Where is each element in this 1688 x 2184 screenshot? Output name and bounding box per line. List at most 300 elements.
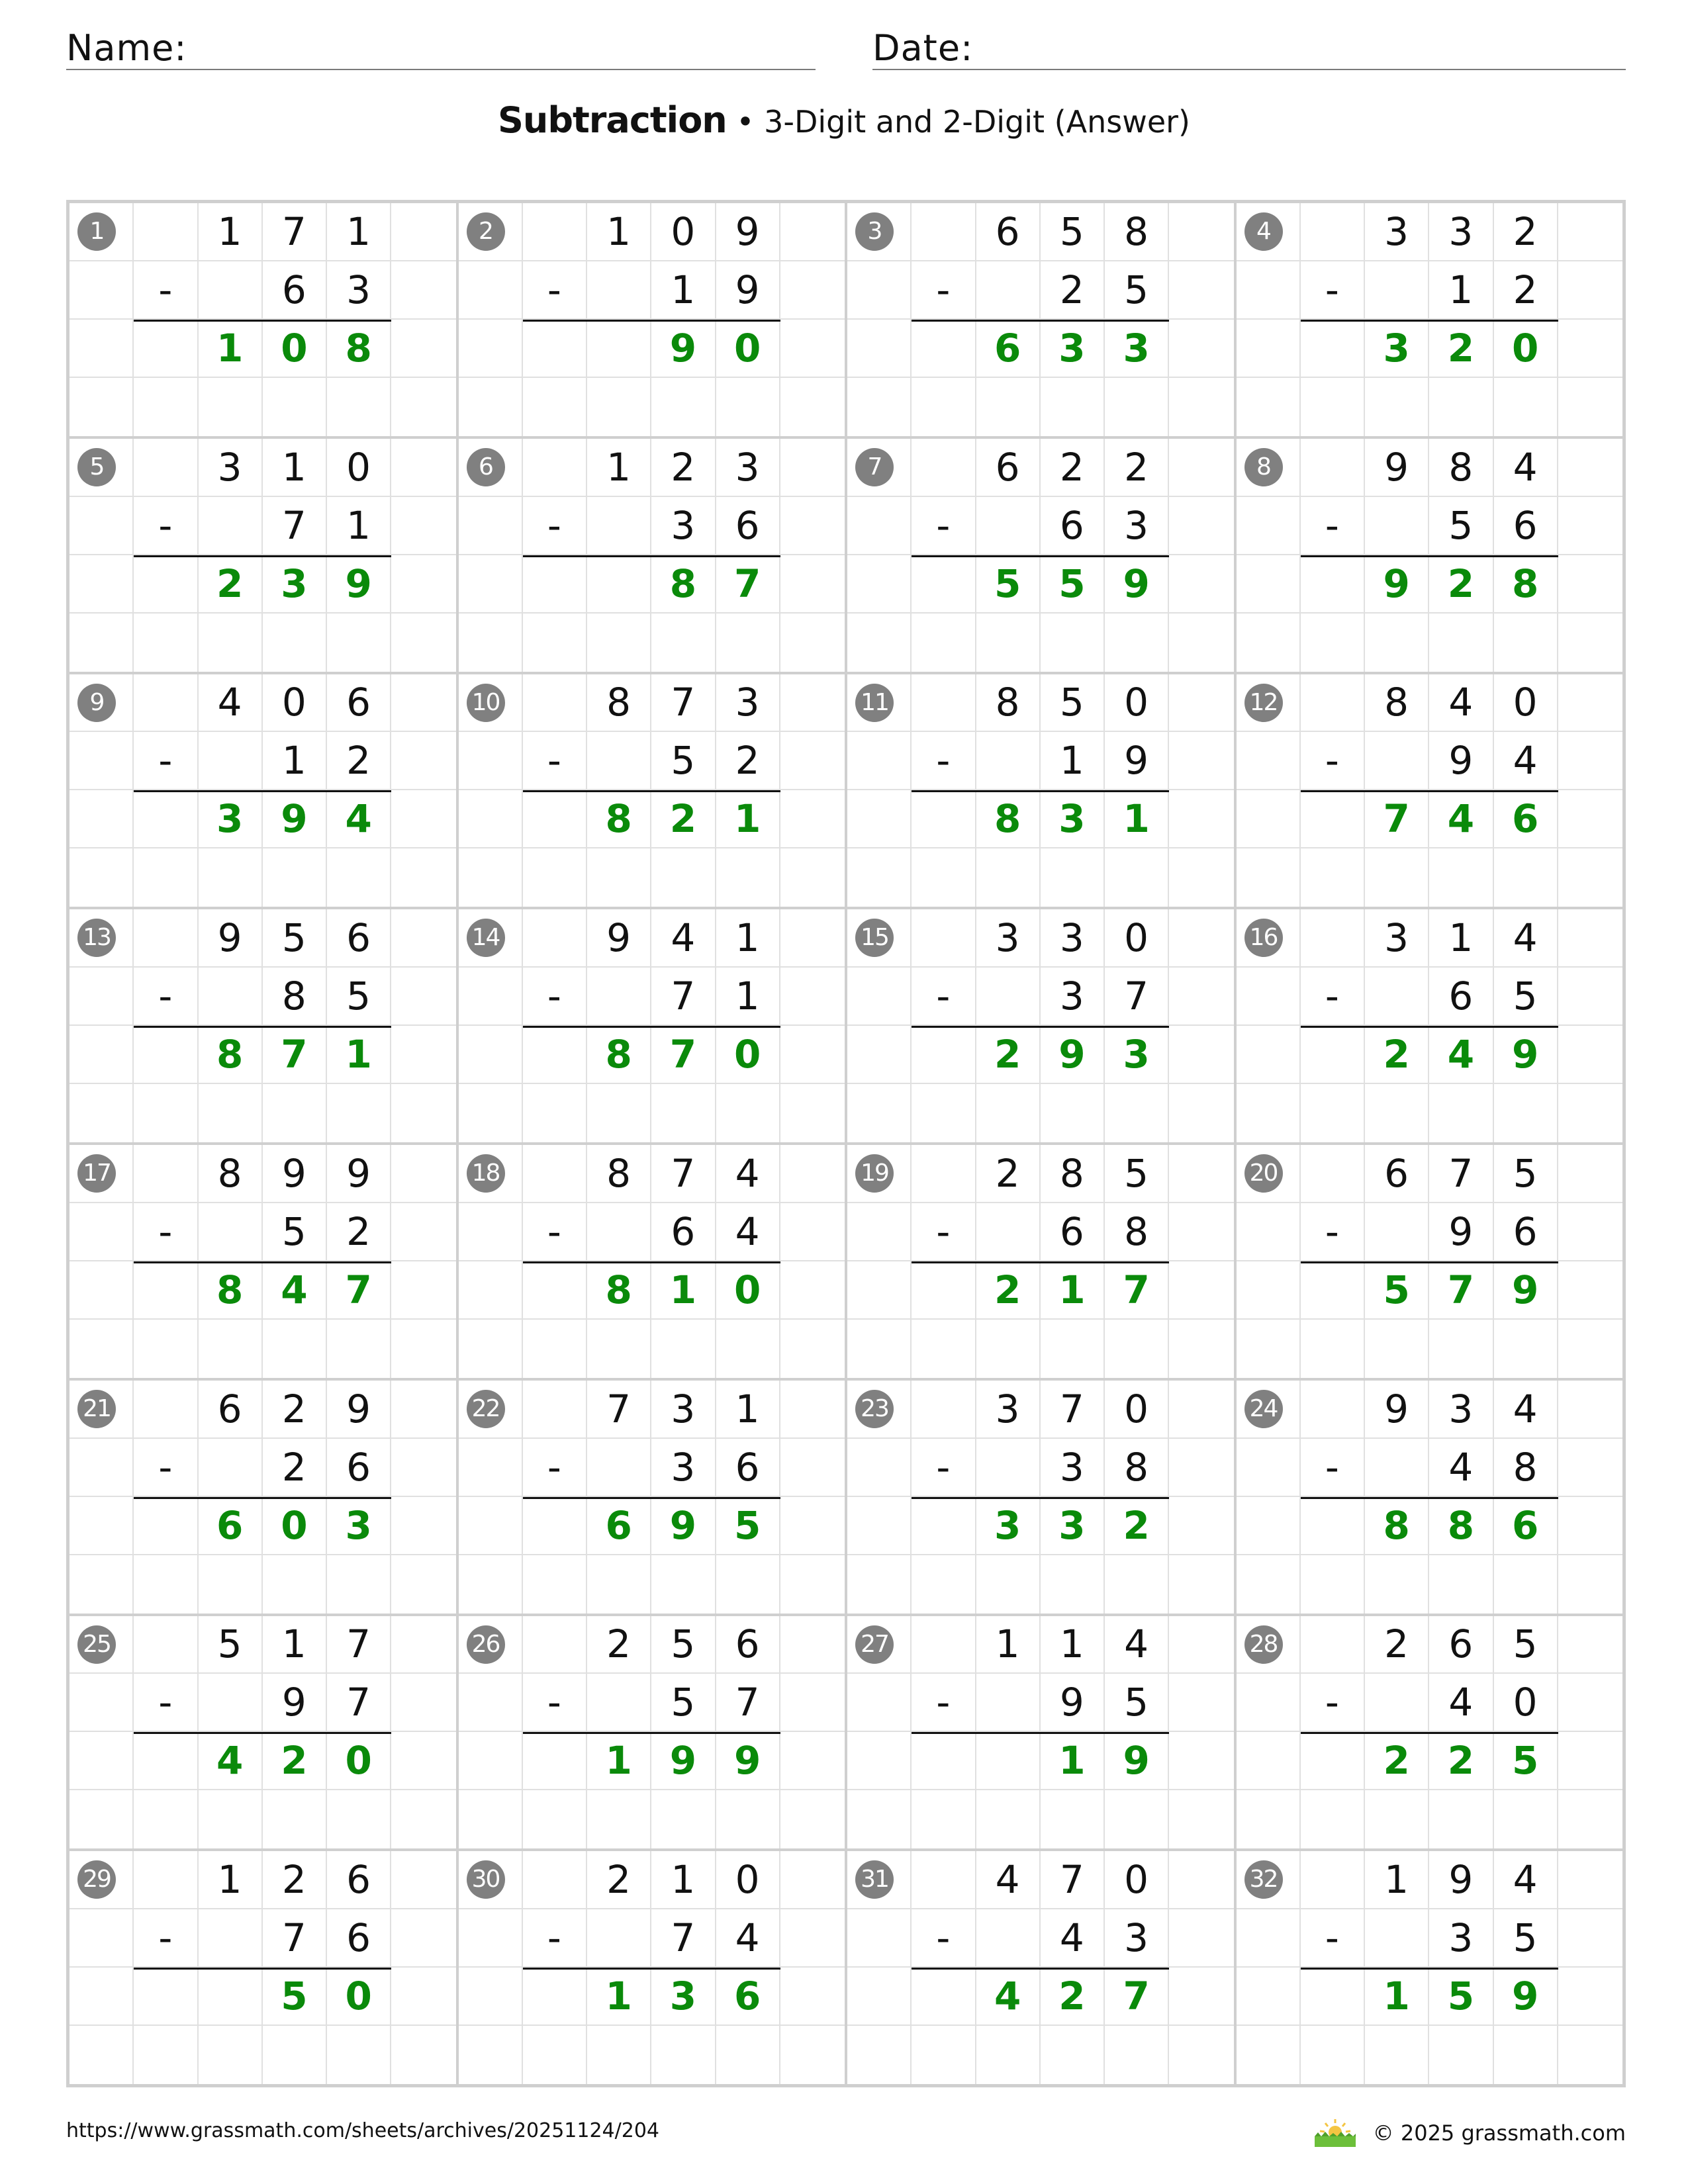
grid-cell — [780, 261, 845, 320]
grid-cell — [1365, 497, 1429, 555]
grid-cell — [1494, 1790, 1558, 1848]
problem-number-badge: 32 — [1244, 1860, 1283, 1899]
grid-cell — [847, 1203, 912, 1261]
grid-cell — [1365, 848, 1429, 907]
grid-cell — [912, 1732, 976, 1790]
grid-cell — [523, 378, 587, 436]
grid-cell — [70, 555, 134, 614]
grid-cell — [1494, 1084, 1558, 1142]
answer-digit: 1 — [199, 320, 263, 378]
grid-cell — [587, 1439, 651, 1497]
grid-cell — [1301, 1616, 1365, 1674]
problem-21 — [68, 1379, 457, 1615]
problem-4 — [1235, 202, 1624, 437]
minuend-digit: 6 — [327, 909, 391, 968]
grid-cell — [1558, 203, 1622, 261]
grid-cell — [1558, 790, 1622, 848]
problem-25 — [68, 1615, 457, 1850]
problem-9 — [68, 673, 457, 909]
subtrahend-digit: 7 — [1105, 968, 1169, 1026]
grid-cell — [391, 968, 455, 1026]
grid-cell — [523, 1084, 587, 1142]
grid-cell — [976, 1555, 1041, 1614]
grid-cell — [1169, 1203, 1233, 1261]
subtrahend-digit: 8 — [1105, 1203, 1169, 1261]
grid-cell — [976, 1203, 1041, 1261]
answer-digit: 5 — [716, 1497, 780, 1555]
subtrahend-digit: 5 — [1494, 1909, 1558, 1968]
minuend-digit: 4 — [976, 1851, 1041, 1909]
minus-sign: - — [523, 732, 587, 790]
grid-cell — [780, 848, 845, 907]
grid-cell — [1301, 1261, 1365, 1320]
answer-digit: 3 — [1041, 1497, 1105, 1555]
minuend-digit: 9 — [716, 203, 780, 261]
problem-5 — [68, 437, 457, 673]
subtrahend-digit: 5 — [1105, 1674, 1169, 1732]
answer-digit: 2 — [1429, 555, 1493, 614]
subtrahend-digit: 1 — [651, 261, 716, 320]
grid-cell — [912, 320, 976, 378]
grid-cell — [1429, 1084, 1493, 1142]
grid-cell — [391, 203, 455, 261]
grid-cell — [459, 320, 523, 378]
grid-cell — [912, 1320, 976, 1378]
grid-cell — [1237, 1968, 1301, 2026]
minuend-digit: 9 — [263, 1145, 327, 1203]
grid-cell — [1169, 848, 1233, 907]
subtrahend-digit: 8 — [1494, 1439, 1558, 1497]
subtrahend-digit: 3 — [1105, 1909, 1169, 1968]
grid-cell — [523, 439, 587, 497]
grid-cell — [459, 2026, 523, 2084]
answer-digit: 0 — [1494, 320, 1558, 378]
problem-13 — [68, 908, 457, 1144]
minuend-digit: 6 — [1365, 1145, 1429, 1203]
subtrahend-digit: 9 — [716, 261, 780, 320]
answer-digit: 1 — [327, 1026, 391, 1084]
answer-rule-line — [1301, 1968, 1558, 1970]
problem-28 — [1235, 1615, 1624, 1850]
grid-cell — [780, 497, 845, 555]
subtrahend-digit: 9 — [1105, 732, 1169, 790]
subtrahend-digit: 4 — [1494, 732, 1558, 790]
grid-cell — [459, 261, 523, 320]
footer-copyright: © 2025 grassmath.com — [1372, 2120, 1626, 2146]
grid-cell — [716, 378, 780, 436]
grid-cell — [1429, 848, 1493, 907]
grid-cell — [912, 1555, 976, 1614]
title-subtitle: • 3-Digit and 2-Digit (Answer) — [726, 104, 1190, 140]
grid-cell — [1169, 1084, 1233, 1142]
grid-cell — [134, 1084, 198, 1142]
subtrahend-digit: 1 — [263, 732, 327, 790]
grid-cell — [1558, 1439, 1622, 1497]
grid-cell — [134, 1261, 198, 1320]
answer-rule-line — [1301, 1497, 1558, 1499]
grid-cell — [976, 614, 1041, 672]
minuend-digit: 8 — [199, 1145, 263, 1203]
answer-rule-line — [912, 790, 1169, 792]
grid-cell — [1558, 732, 1622, 790]
grid-cell — [70, 2026, 134, 2084]
grid-cell — [912, 1497, 976, 1555]
answer-digit: 6 — [716, 1968, 780, 2026]
grid-cell — [1301, 1145, 1365, 1203]
grid-cell — [912, 203, 976, 261]
answer-digit: 6 — [1494, 790, 1558, 848]
answer-digit: 8 — [199, 1261, 263, 1320]
grid-cell — [199, 1555, 263, 1614]
minuend-digit: 6 — [1429, 1616, 1493, 1674]
grid-cell — [134, 1851, 198, 1909]
minus-sign: - — [1301, 1203, 1365, 1261]
grid-cell — [780, 1674, 845, 1732]
grid-cell — [912, 2026, 976, 2084]
grid-cell — [780, 790, 845, 848]
grid-cell — [780, 1084, 845, 1142]
answer-digit: 9 — [651, 320, 716, 378]
minuend-digit: 1 — [199, 1851, 263, 1909]
problem-number-badge: 25 — [77, 1625, 116, 1664]
grid-cell — [70, 1203, 134, 1261]
grid-cell — [459, 968, 523, 1026]
minuend-digit: 2 — [1105, 439, 1169, 497]
grid-cell — [1237, 2026, 1301, 2084]
problem-number-badge: 31 — [855, 1860, 894, 1899]
answer-digit: 9 — [1494, 1968, 1558, 2026]
grid-cell — [327, 1555, 391, 1614]
problem-number-badge: 14 — [467, 919, 505, 957]
minuend-digit: 4 — [1494, 909, 1558, 968]
grid-cell — [1558, 1851, 1622, 1909]
minuend-digit: 2 — [1365, 1616, 1429, 1674]
minus-sign: - — [523, 1909, 587, 1968]
grid-cell — [1365, 1320, 1429, 1378]
answer-digit: 8 — [327, 320, 391, 378]
minuend-digit: 3 — [716, 439, 780, 497]
minuend-digit: 6 — [976, 439, 1041, 497]
grid-cell — [327, 2026, 391, 2084]
grid-cell — [1429, 1790, 1493, 1848]
grid-cell — [1365, 261, 1429, 320]
grid-cell — [199, 1790, 263, 1848]
grid-cell — [134, 1555, 198, 1614]
minuend-digit: 9 — [587, 909, 651, 968]
date-field[interactable] — [872, 20, 1626, 70]
grid-cell — [1301, 203, 1365, 261]
answer-digit: 2 — [199, 555, 263, 614]
grid-cell — [912, 1381, 976, 1439]
subtrahend-digit: 7 — [716, 1674, 780, 1732]
grid-cell — [912, 1851, 976, 1909]
answer-rule-line — [912, 320, 1169, 322]
grid-cell — [1169, 909, 1233, 968]
answer-digit: 1 — [1105, 790, 1169, 848]
minuend-digit: 1 — [587, 203, 651, 261]
grid-cell — [1301, 614, 1365, 672]
grid-cell — [391, 1674, 455, 1732]
grid-cell — [1558, 1026, 1622, 1084]
answer-digit: 2 — [651, 790, 716, 848]
minuend-digit: 0 — [1105, 1851, 1169, 1909]
problem-number-badge: 27 — [855, 1625, 894, 1664]
grid-cell — [847, 1909, 912, 1968]
minuend-digit: 2 — [1041, 439, 1105, 497]
subtrahend-digit: 3 — [651, 1439, 716, 1497]
grid-cell — [327, 1320, 391, 1378]
subtrahend-digit: 6 — [1041, 1203, 1105, 1261]
grid-cell — [780, 674, 845, 733]
minuend-digit: 1 — [327, 203, 391, 261]
grid-cell — [1365, 968, 1429, 1026]
answer-digit — [587, 320, 651, 378]
grid-cell — [459, 1497, 523, 1555]
grid-cell — [134, 1790, 198, 1848]
grid-cell — [780, 1851, 845, 1909]
answer-rule-line — [134, 555, 391, 557]
grid-cell — [263, 1790, 327, 1848]
answer-digit: 3 — [976, 1497, 1041, 1555]
problem-12 — [1235, 673, 1624, 909]
grid-cell — [199, 1439, 263, 1497]
minus-sign: - — [134, 1909, 198, 1968]
grid-cell — [199, 2026, 263, 2084]
answer-digit: 8 — [651, 555, 716, 614]
grid-cell — [70, 968, 134, 1026]
grid-cell — [459, 1026, 523, 1084]
grid-cell — [912, 1084, 976, 1142]
grid-cell — [587, 497, 651, 555]
problem-19 — [846, 1144, 1235, 1379]
grid-cell — [976, 1084, 1041, 1142]
answer-digit: 2 — [1365, 1732, 1429, 1790]
minuend-digit: 5 — [1041, 203, 1105, 261]
minuend-digit: 9 — [327, 1145, 391, 1203]
answer-digit: 5 — [1494, 1732, 1558, 1790]
grid-cell — [134, 790, 198, 848]
minus-sign: - — [523, 1439, 587, 1497]
grid-cell — [391, 674, 455, 733]
subtrahend-digit: 6 — [1429, 968, 1493, 1026]
minus-sign: - — [134, 732, 198, 790]
minus-sign: - — [1301, 1674, 1365, 1732]
grid-cell — [70, 320, 134, 378]
subtrahend-digit: 0 — [1494, 1674, 1558, 1732]
grid-cell — [1237, 1261, 1301, 1320]
grid-cell — [391, 790, 455, 848]
grid-cell — [134, 1732, 198, 1790]
grid-cell — [912, 1790, 976, 1848]
grid-cell — [780, 1616, 845, 1674]
grid-cell — [847, 1497, 912, 1555]
grid-cell — [327, 614, 391, 672]
answer-digit: 8 — [587, 790, 651, 848]
minuend-digit: 4 — [199, 674, 263, 733]
grid-cell — [1169, 1497, 1233, 1555]
answer-rule-line — [523, 1968, 780, 1970]
problem-number-badge: 18 — [467, 1154, 505, 1193]
grid-cell — [523, 320, 587, 378]
grid-cell — [70, 614, 134, 672]
problem-number-badge: 20 — [1244, 1154, 1283, 1193]
grid-cell — [391, 614, 455, 672]
grid-cell — [847, 1261, 912, 1320]
grid-cell — [1365, 732, 1429, 790]
grid-cell — [1169, 1674, 1233, 1732]
answer-digit: 3 — [263, 555, 327, 614]
problem-number-badge: 3 — [855, 212, 894, 251]
grid-cell — [1169, 439, 1233, 497]
grid-cell — [912, 1616, 976, 1674]
answer-digit: 3 — [1041, 320, 1105, 378]
minuend-digit: 7 — [263, 203, 327, 261]
answer-rule-line — [1301, 320, 1558, 322]
answer-rule-line — [523, 790, 780, 792]
name-field[interactable] — [66, 20, 816, 70]
subtrahend-digit: 5 — [651, 1674, 716, 1732]
subtrahend-digit: 3 — [651, 497, 716, 555]
minuend-digit: 2 — [1494, 203, 1558, 261]
grid-cell — [976, 968, 1041, 1026]
grid-cell — [912, 674, 976, 733]
grid-cell — [263, 1084, 327, 1142]
minuend-digit: 7 — [1041, 1381, 1105, 1439]
grid-cell — [134, 614, 198, 672]
minuend-digit: 1 — [716, 1381, 780, 1439]
grid-cell — [523, 790, 587, 848]
grid-cell — [199, 1909, 263, 1968]
problem-number-badge: 28 — [1244, 1625, 1283, 1664]
minuend-digit: 4 — [1105, 1616, 1169, 1674]
grass-sun-logo-icon — [1312, 2118, 1358, 2148]
answer-digit — [976, 1732, 1041, 1790]
grid-cell — [199, 732, 263, 790]
grid-cell — [1169, 1320, 1233, 1378]
grid-cell — [1041, 1790, 1105, 1848]
grid-cell — [1237, 1026, 1301, 1084]
grid-cell — [1558, 2026, 1622, 2084]
grid-cell — [459, 848, 523, 907]
problem-32 — [1235, 1850, 1624, 2085]
grid-cell — [1301, 1084, 1365, 1142]
answer-digit: 6 — [587, 1497, 651, 1555]
grid-cell — [1558, 614, 1622, 672]
grid-cell — [134, 1026, 198, 1084]
answer-rule-line — [134, 1497, 391, 1499]
subtrahend-digit: 1 — [1041, 732, 1105, 790]
grid-cell — [1105, 1320, 1169, 1378]
subtrahend-digit: 7 — [651, 968, 716, 1026]
minus-sign: - — [523, 968, 587, 1026]
minuend-digit: 2 — [587, 1851, 651, 1909]
subtrahend-digit: 9 — [263, 1674, 327, 1732]
minuend-digit: 7 — [651, 1145, 716, 1203]
grid-cell — [199, 378, 263, 436]
grid-cell — [847, 1674, 912, 1732]
minuend-digit: 0 — [1105, 1381, 1169, 1439]
answer-rule-line — [134, 320, 391, 322]
grid-cell — [1237, 555, 1301, 614]
grid-cell — [459, 1909, 523, 1968]
problem-number-badge: 30 — [467, 1860, 505, 1899]
grid-cell — [1494, 1320, 1558, 1378]
grid-cell — [1105, 1555, 1169, 1614]
grid-cell — [1041, 1320, 1105, 1378]
grid-cell — [780, 1439, 845, 1497]
answer-digit: 1 — [587, 1732, 651, 1790]
minuend-digit: 3 — [1365, 909, 1429, 968]
grid-cell — [912, 1968, 976, 2026]
minuend-digit: 2 — [587, 1616, 651, 1674]
subtrahend-digit: 9 — [1041, 1674, 1105, 1732]
minus-sign: - — [1301, 497, 1365, 555]
minuend-digit: 7 — [1429, 1145, 1493, 1203]
grid-cell — [70, 1790, 134, 1848]
grid-cell — [587, 968, 651, 1026]
grid-cell — [912, 614, 976, 672]
grid-cell — [1237, 320, 1301, 378]
subtrahend-digit: 6 — [327, 1439, 391, 1497]
subtrahend-digit: 6 — [263, 261, 327, 320]
minuend-digit: 9 — [1365, 1381, 1429, 1439]
minus-sign: - — [134, 1439, 198, 1497]
grid-cell — [1041, 378, 1105, 436]
grid-cell — [134, 320, 198, 378]
answer-rule-line — [523, 320, 780, 322]
minuend-digit: 8 — [1365, 674, 1429, 733]
answer-digit: 5 — [1365, 1261, 1429, 1320]
subtrahend-digit: 4 — [716, 1909, 780, 1968]
minuend-digit: 3 — [1365, 203, 1429, 261]
problem-22 — [457, 1379, 847, 1615]
answer-digit: 4 — [1429, 1026, 1493, 1084]
grid-cell — [523, 1968, 587, 2026]
grid-cell — [1558, 968, 1622, 1026]
grid-cell — [651, 1084, 716, 1142]
problem-number-badge: 7 — [855, 448, 894, 486]
grid-cell — [587, 1790, 651, 1848]
grid-cell — [1237, 848, 1301, 907]
answer-digit: 3 — [1105, 1026, 1169, 1084]
grid-cell — [651, 848, 716, 907]
minuend-digit: 1 — [651, 1851, 716, 1909]
answer-rule-line — [523, 1732, 780, 1734]
minuend-digit: 0 — [1494, 674, 1558, 733]
answer-rule-line — [1301, 555, 1558, 557]
minuend-digit: 5 — [263, 909, 327, 968]
grid-cell — [780, 1555, 845, 1614]
problem-number-badge: 29 — [77, 1860, 116, 1899]
problem-16 — [1235, 908, 1624, 1144]
grid-cell — [1105, 614, 1169, 672]
grid-cell — [716, 1555, 780, 1614]
answer-digit: 9 — [327, 555, 391, 614]
grid-cell — [70, 1555, 134, 1614]
problem-14 — [457, 908, 847, 1144]
grid-cell — [587, 2026, 651, 2084]
answer-digit — [587, 555, 651, 614]
grid-cell — [523, 1790, 587, 1848]
grid-cell — [134, 909, 198, 968]
grid-cell — [134, 848, 198, 907]
grid-cell — [523, 203, 587, 261]
grid-cell — [912, 1261, 976, 1320]
answer-digit: 2 — [1365, 1026, 1429, 1084]
problem-15 — [846, 908, 1235, 1144]
answer-digit: 0 — [716, 1261, 780, 1320]
grid-cell — [1041, 614, 1105, 672]
